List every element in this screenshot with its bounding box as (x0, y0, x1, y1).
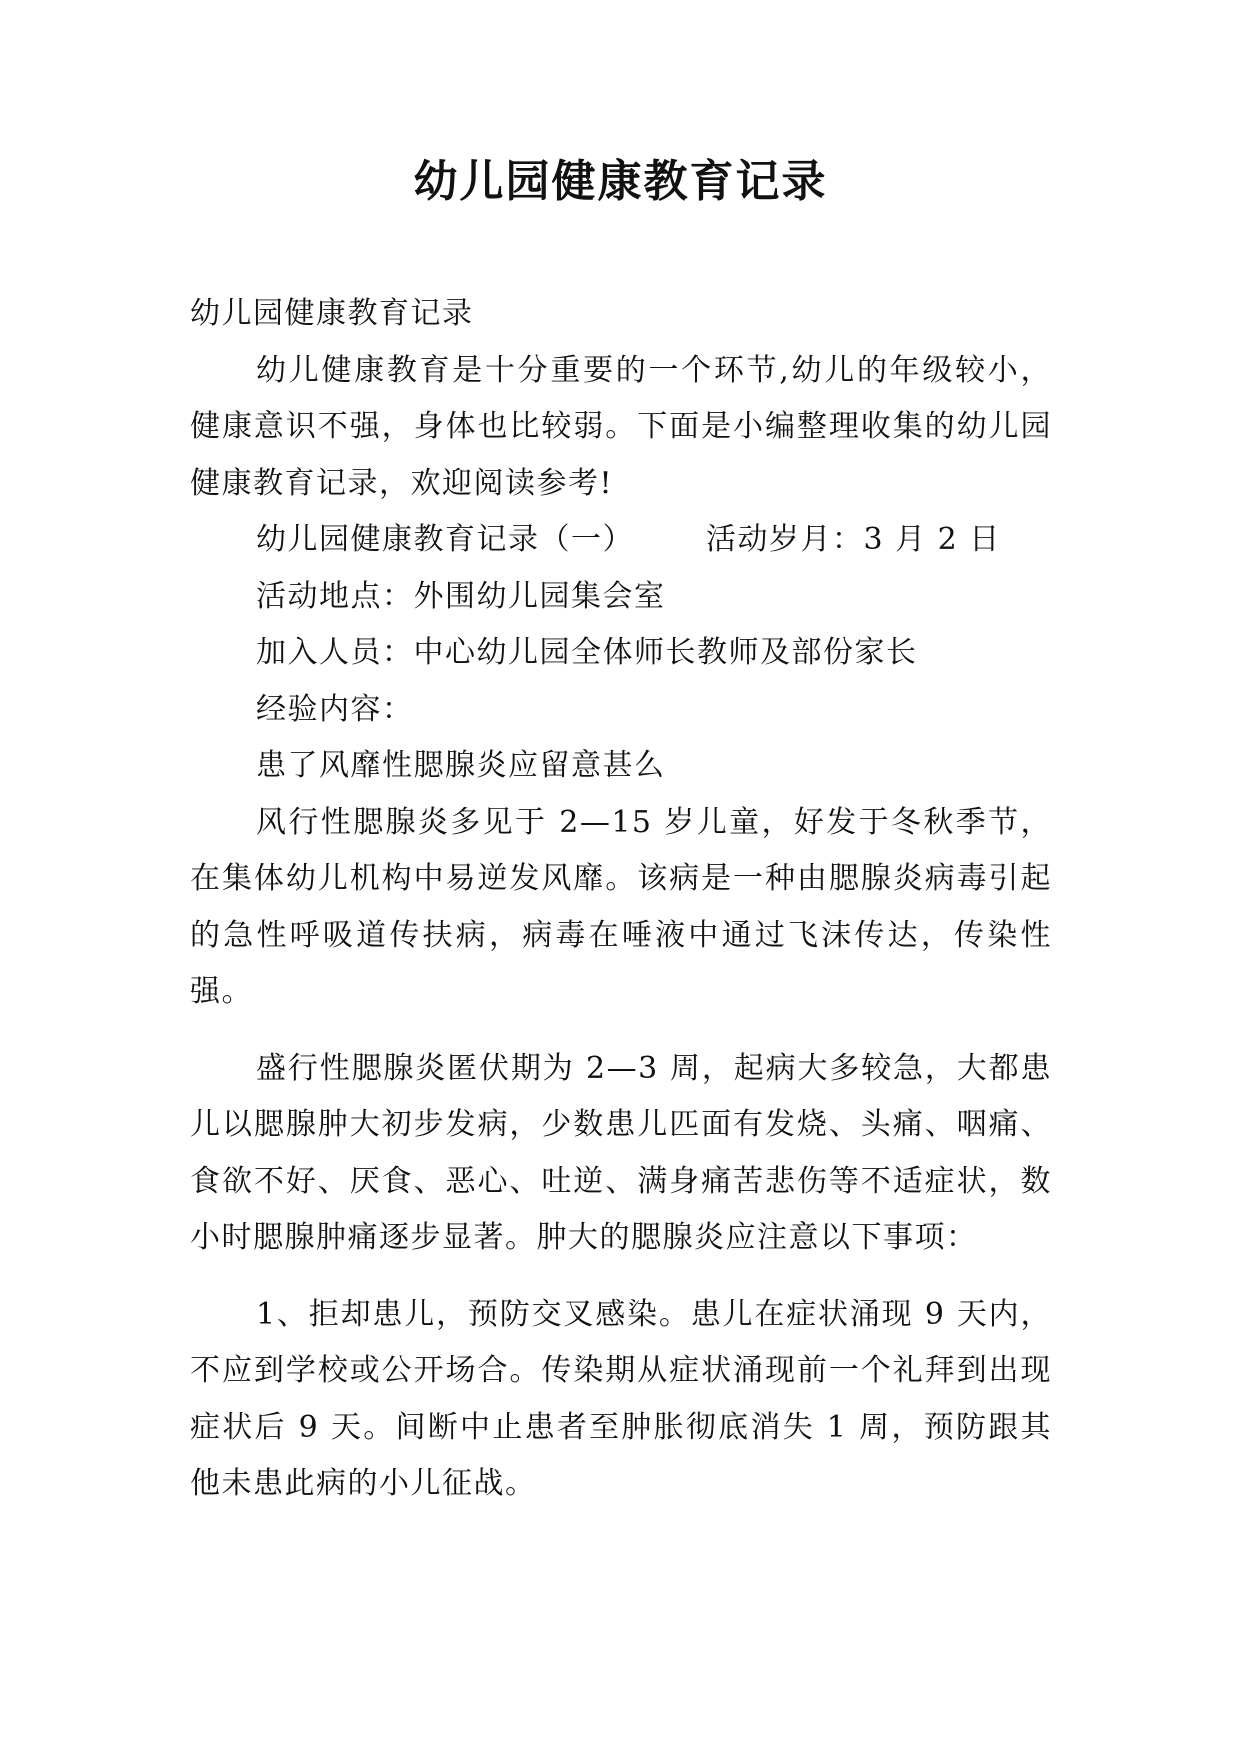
intro-paragraph: 幼儿健康教育是十分重要的一个环节,幼儿的年级较小，健康意识不强，身体也比较弱。下面是小编整理收集的幼儿园健康教育记录，欢迎阅读参考! (190, 352, 1052, 501)
symptoms-paragraph: 盛行性腮腺炎匿伏期为 2—3 周，起病大多较急，大都患儿以腮腺肿大初步发病，少数患儿匹面有发烧、头痛、咽痛、食欲不好、厌食、恶心、吐逆、满身痛苦悲伤等不适症状，数小时腮腺肿痛逐步显著。肿大的腮腺炎应注意以下事项： (190, 1050, 1052, 1255)
isolation-paragraph: 1、拒却患儿，预防交叉感染。患儿在症状涌现 9 天内，不应到学校或公开场合。传染期从症状涌现前一个礼拜到出现症状后 9 天。间断中止患者至肿胀彻底消失 1 周，预防跟其他未患此病的小儿征战。 (190, 1296, 1052, 1501)
document-body (190, 286, 1052, 1513)
document-title: 幼儿园健康教育记录 (413, 156, 828, 207)
record-heading-line (190, 512, 1052, 569)
participants: 加入人员：中心幼儿园全体师长教师及部份家长 (256, 635, 918, 670)
activity-location: 活动地点：外围幼儿园集会室 (256, 578, 666, 614)
mumps-intro-paragraph: 风行性腮腺炎多见于 2—15 岁儿童，好发于冬秋季节，在集体幼儿机构中易逆发风靡。该病是一种由腮腺炎病毒引起的急性呼吸道传扶病，病毒在唾液中通过飞沫传达，传染性强。 (190, 804, 1052, 1009)
subtitle-paragraph: 幼儿园健康教育记录 (190, 296, 474, 331)
section-heading: 患了风靡性腮腺炎应留意甚么 (256, 748, 666, 783)
record-heading: 幼儿园健康教育记录（一） (256, 522, 634, 557)
activity-date: 活动岁月：3 月 2 日 (706, 522, 1001, 557)
content-label: 经验内容： (256, 691, 414, 727)
